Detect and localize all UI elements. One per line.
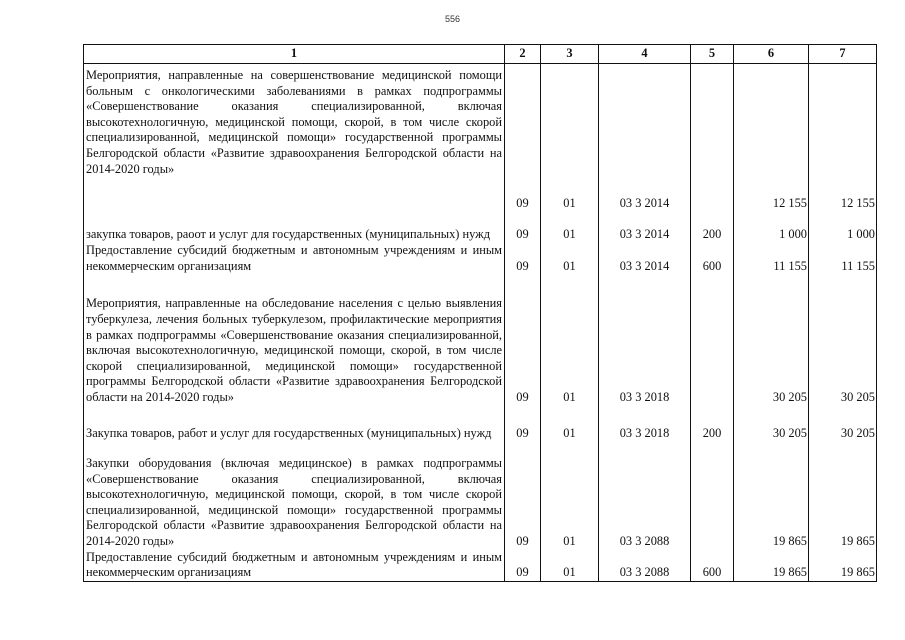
cell-amount-7: 19 865	[809, 442, 877, 550]
row-description: Предоставление субсидий бюджетным и автономным учреждениям и иным некоммерческим организациям	[84, 550, 505, 582]
cell-section: 09	[505, 243, 541, 275]
budget-table	[83, 44, 877, 582]
cell-amount-6: 19 865	[734, 442, 809, 550]
cell-subsection: 01	[541, 275, 599, 406]
table-row	[84, 212, 877, 243]
cell-amount-7: 30 205	[809, 406, 877, 442]
cell-amount-6: 1 000	[734, 212, 809, 243]
cell-amount-6: 19 865	[734, 550, 809, 582]
row-description: Мероприятия, направленные на обследование населения с целью выявления туберкулеза, лечения больных туберкулезом, профилактические мероприятия в рамках подпрограммы «Совершенствование оказания специализированной, включая высокотехнологичную, медицинской помощи, скорой, в том числе скорой специализированной, медицинской помощи» государственной программы Белгородской области «Развитие здравоохранения Белгородской области на 2014-2020 годы»	[84, 275, 505, 406]
cell-target-article: 03 3 2018	[599, 406, 691, 442]
column-header-6: 6	[734, 45, 809, 64]
column-header-2: 2	[505, 45, 541, 64]
row-description: Закупки оборудования (включая медицинское) в рамках подпрограммы «Совершенствование оказания специализированной, включая высокотехнологичную, медицинской помощи, скорой, в том числе скорой специализированной, медицинской помощи» государственной программы Белгородской области «Развитие здравоохранения Белгородской области на 2014-2020 годы»	[84, 442, 505, 550]
column-header-3: 3	[541, 45, 599, 64]
table-row	[84, 275, 877, 406]
cell-expense-type	[691, 64, 734, 212]
cell-expense-type: 600	[691, 550, 734, 582]
cell-subsection: 01	[541, 406, 599, 442]
cell-subsection: 01	[541, 442, 599, 550]
column-header-5: 5	[691, 45, 734, 64]
cell-section: 09	[505, 64, 541, 212]
cell-target-article: 03 3 2088	[599, 550, 691, 582]
cell-subsection: 01	[541, 550, 599, 582]
cell-section: 09	[505, 442, 541, 550]
cell-section: 09	[505, 406, 541, 442]
cell-amount-7: 11 155	[809, 243, 877, 275]
table-row	[84, 550, 877, 582]
cell-amount-7: 19 865	[809, 550, 877, 582]
cell-expense-type: 200	[691, 406, 734, 442]
cell-expense-type	[691, 275, 734, 406]
table-row	[84, 442, 877, 550]
cell-section: 09	[505, 275, 541, 406]
table-row	[84, 64, 877, 212]
row-description: Предоставление субсидий бюджетным и автономным учреждениям и иным некоммерческим организациям	[84, 243, 505, 275]
column-header-1: 1	[84, 45, 505, 64]
cell-section: 09	[505, 550, 541, 582]
cell-target-article: 03 3 2014	[599, 212, 691, 243]
cell-subsection: 01	[541, 212, 599, 243]
row-description: Закупка товаров, работ и услуг для государственных (муниципальных) нужд	[84, 406, 505, 442]
row-description: Мероприятия, направленные на совершенствование медицинской помощи больным с онкологическими заболеваниями в рамках подпрограммы «Совершенствование оказания специализированной, включая высокотехнологичную, медицинской помощи, скорой, в том числе скорой специализированной, медицинской помощи» государственной программы Белгородской области «Развитие здравоохранения Белгородской области на 2014-2020 годы»	[84, 64, 505, 212]
column-header-7: 7	[809, 45, 877, 64]
cell-amount-6: 30 205	[734, 275, 809, 406]
table-row	[84, 406, 877, 442]
cell-section: 09	[505, 212, 541, 243]
cell-amount-7: 1 000	[809, 212, 877, 243]
table-row	[84, 243, 877, 275]
cell-expense-type: 200	[691, 212, 734, 243]
cell-target-article: 03 3 2088	[599, 442, 691, 550]
cell-subsection: 01	[541, 64, 599, 212]
cell-target-article: 03 3 2018	[599, 275, 691, 406]
cell-expense-type: 600	[691, 243, 734, 275]
cell-subsection: 01	[541, 243, 599, 275]
cell-amount-6: 11 155	[734, 243, 809, 275]
cell-target-article: 03 3 2014	[599, 243, 691, 275]
column-header-4: 4	[599, 45, 691, 64]
cell-amount-6: 30 205	[734, 406, 809, 442]
cell-target-article: 03 3 2014	[599, 64, 691, 212]
row-description: закупка товаров, раоот и услуг для государственных (муниципальных) нужд	[84, 212, 505, 243]
table-header-row	[84, 45, 877, 64]
cell-amount-7: 12 155	[809, 64, 877, 212]
cell-expense-type	[691, 442, 734, 550]
cell-amount-7: 30 205	[809, 275, 877, 406]
page-number: 556	[444, 14, 461, 24]
cell-amount-6: 12 155	[734, 64, 809, 212]
